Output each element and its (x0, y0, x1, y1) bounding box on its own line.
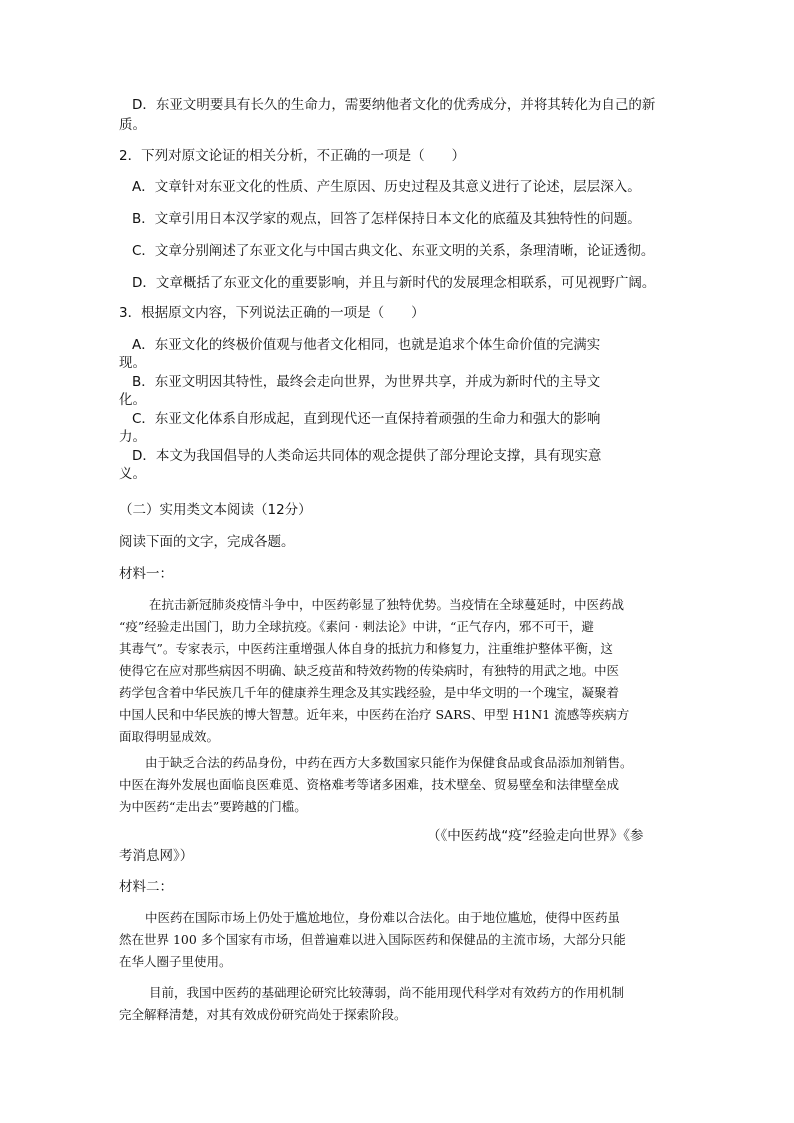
m2p1-line1: 中医药在国际市场上仍处于尴尬地位，身份难以合法化。由于地位尴尬，使得中医药虽 (145, 910, 621, 925)
m1p1-line3: 其毒气”。专家表示，中医药注重增强人体自身的抵抗力和修复力，注重维护整体平衡，这 (119, 641, 613, 656)
material1-source-line2: 考消息网》） (119, 848, 194, 864)
material1-source-line1: （《中医药战“疫”经验走向世界》《参 (427, 828, 644, 844)
m1p1-line4: 使得它在应对那些病因不明确、缺乏疫苗和特效药物的传染病时，有独特的用武之地。中医 (119, 663, 620, 678)
q3-option-b-line2: 化。 (119, 392, 146, 408)
m1p1-line7: 面取得明显成效。 (119, 729, 220, 744)
q1-option-d-line1: D．东亚文明要具有长久的生命力，需要纳他者文化的优秀成分，并将其转化为自己的新 (132, 97, 656, 113)
q3-option-b-line1: B．东亚文明因其特性，最终会走向世界，为世界共享，并成为新时代的主导文 (132, 374, 601, 390)
q2-option-c: C．文章分别阐述了东亚文化与中国古典文化、东亚文明的关系，条理清晰，论证透彻。 (132, 243, 655, 259)
q2-option-b: B．文章引用日本汉学家的观点，回答了怎样保持日本文化的底蕴及其独特性的问题。 (132, 211, 641, 227)
m2p1-line2: 然在世界 100 多个国家有市场，但普遍难以进入国际医药和保健品的主流市场，大部分只能 (119, 932, 626, 947)
q3-option-a-line2: 现。 (119, 355, 146, 371)
m1p2-line3: 为中医药“走出去”要跨越的门槛。 (119, 799, 307, 814)
m1p1-line5: 药学包含着中华民族几千年的健康养生理念及其实践经验，是中华文明的一个瑰宝，凝聚着 (119, 685, 620, 700)
m2p2-line1: 目前，我国中医药的基础理论研究比较薄弱，尚不能用现代科学对有效药方的作用机制 (149, 985, 625, 1000)
m2p2-line2: 完全解释清楚，对其有效成份研究尚处于探索阶段。 (119, 1007, 407, 1022)
q3-option-a-line1: A．东亚文化的终极价值观与他者文化相同，也就是追求个体生命价值的完满实 (132, 337, 601, 353)
m1p1-line6: 中国人民和中华民族的博大智慧。近年来，中医药在治疗 SARS、甲型 H1N1 流感等疾病方 (119, 707, 630, 722)
m1p2-line2: 中医在海外发展也面临良医难觅、资格难考等诸多困难，技术壁垒、贸易壁垒和法律壁垒成 (119, 777, 620, 792)
material1-label: 材料一： (119, 566, 173, 582)
q3-option-d-line1: D．本文为我国倡导的人类命运共同体的观念提供了部分理论支撑，具有现实意 (132, 448, 602, 464)
m1p1-line1: 在抗击新冠肺炎疫情斗争中，中医药彰显了独特优势。当疫情在全球蔓延时，中医药战 (149, 597, 625, 612)
section-heading: （二）实用类文本阅读（12分） (119, 502, 312, 518)
q3-option-c-line2: 力。 (119, 429, 146, 445)
q1-option-d-line2: 质。 (119, 117, 146, 133)
q2-stem: 2．下列对原文论证的相关分析，不正确的一项是（ ） (119, 148, 466, 164)
m2p1-line3: 在华人圈子里使用。 (119, 954, 232, 969)
q2-option-a: A．文章针对东亚文化的性质、产生原因、历史过程及其意义进行了论述，层层深入。 (132, 179, 641, 195)
q3-stem: 3．根据原文内容，下列说法正确的一项是（ ） (119, 305, 425, 321)
material2-label: 材料二： (119, 879, 173, 895)
m1p1-line2: “疫”经验走出国门，助力全球抗疫。《素问 · 刺法论》中讲，“正气存内，邪不可干，避 (119, 619, 594, 634)
q3-option-d-line2: 义。 (119, 466, 146, 482)
q2-option-d: D．文章概括了东亚文化的重要影响，并且与新时代的发展理念相联系，可见视野广阔。 (132, 275, 656, 291)
section-instruction: 阅读下面的文字，完成各题。 (119, 534, 295, 550)
q3-option-c-line1: C．东亚文化体系自形成起，直到现代还一直保持着顽强的生命力和强大的影响 (132, 411, 601, 427)
m1p2-line1: 由于缺乏合法的药品身份，中药在西方大多数国家只能作为保健食品或食品添加剂销售。 (145, 755, 633, 770)
